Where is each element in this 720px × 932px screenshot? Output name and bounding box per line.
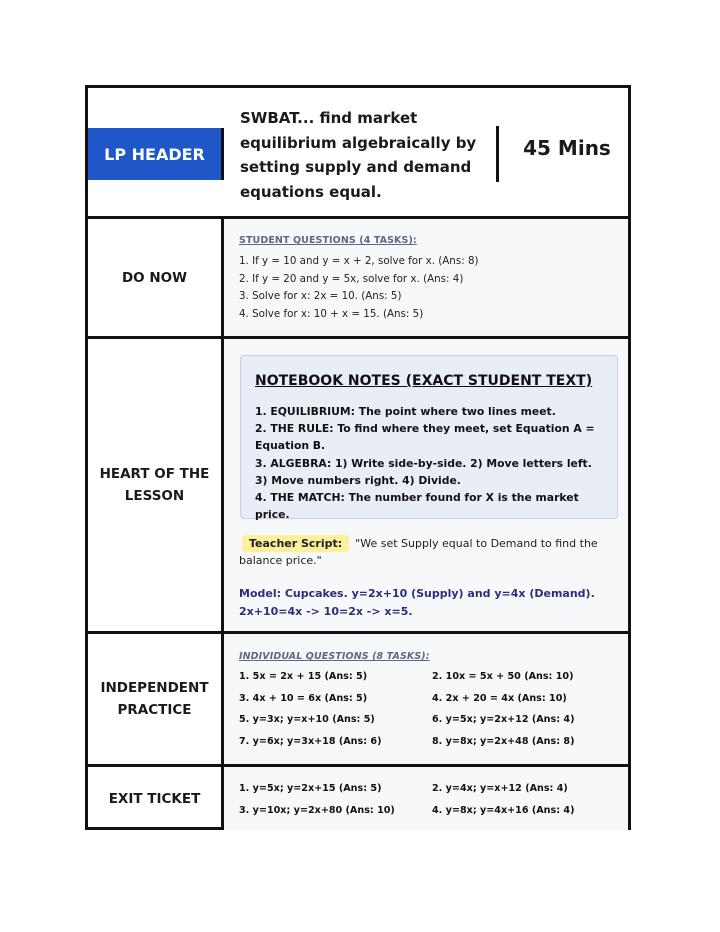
heart-of-lesson-label: HEART OF THE LESSON xyxy=(88,339,224,631)
list-item: 2. THE RULE: To find where they meet, set Equation A = Equation B. xyxy=(255,422,595,453)
list-item: 1. 5x = 2x + 15 (Ans: 5) xyxy=(239,671,368,682)
list-item: 3. 4x + 10 = 6x (Ans: 5) xyxy=(239,693,368,704)
list-item: 3. y=10x; y=2x+80 (Ans: 10) xyxy=(239,805,395,816)
list-item: 5. y=3x; y=x+10 (Ans: 5) xyxy=(239,714,375,725)
notebook-notes-list xyxy=(255,403,605,523)
list-item: 1. EQUILIBRIUM: The point where two lines meet. xyxy=(255,405,556,418)
lesson-plan-sheet xyxy=(85,85,631,830)
lesson-objective: SWBAT... find market equilibrium algebraically by setting supply and demand equations equal. xyxy=(240,109,477,201)
list-item: 3. ALGEBRA: 1) Write side-by-side. 2) Move letters left. 3) Move numbers right. 4) Divide. xyxy=(255,456,592,487)
notebook-notes-title: NOTEBOOK NOTES (EXACT STUDENT TEXT) xyxy=(255,373,593,389)
teacher-script-label: Teacher Script: xyxy=(242,535,349,552)
list-item: 4. Solve for x: 10 + x = 15. (Ans: 5) xyxy=(239,307,424,320)
list-item: 2. y=4x; y=x+12 (Ans: 4) xyxy=(432,783,568,794)
list-item: 7. y=6x; y=3x+18 (Ans: 6) xyxy=(239,736,382,747)
teacher-script-text: "We set Supply equal to Demand to find the balance price." xyxy=(239,537,598,567)
list-item: 8. y=8x; y=2x+48 (Ans: 8) xyxy=(432,736,575,747)
list-item: 3. Solve for x: 2x = 10. (Ans: 5) xyxy=(239,290,402,302)
do-now-row xyxy=(88,219,628,339)
list-item: 4. 2x + 20 = 4x (Ans: 10) xyxy=(432,693,567,704)
exit-ticket-row xyxy=(88,767,628,830)
heart-of-lesson-row xyxy=(88,339,628,634)
header-left xyxy=(88,88,224,216)
exit-ticket-body xyxy=(224,767,628,830)
lesson-duration: 45 Mins xyxy=(523,136,611,160)
list-item: 4. THE MATCH: The number found for X is the market price. xyxy=(255,491,579,522)
header-divider xyxy=(496,126,499,182)
individual-questions-heading: INDIVIDUAL QUESTIONS (8 TASKS): xyxy=(239,651,430,662)
list-item: 1. y=5x; y=2x+15 (Ans: 5) xyxy=(239,783,382,794)
do-now-list xyxy=(239,253,479,323)
list-item: 4. y=8x; y=4x+16 (Ans: 4) xyxy=(432,805,575,816)
header-row xyxy=(88,88,628,219)
list-item: 2. 10x = 5x + 50 (Ans: 10) xyxy=(432,671,574,682)
lp-header-badge: LP HEADER xyxy=(88,128,224,180)
heart-of-lesson-body xyxy=(224,339,628,631)
list-item: 1. If y = 10 and y = x + 2, solve for x. (Ans: 8) xyxy=(239,255,479,267)
independent-practice-row xyxy=(88,634,628,767)
independent-practice-label: INDEPENDENT PRACTICE xyxy=(88,634,224,764)
notebook-notes-box xyxy=(240,355,618,522)
list-item: 2. If y = 20 and y = 5x, solve for x. (Ans: 4) xyxy=(239,272,464,285)
model-example: Model: Cupcakes. y=2x+10 (Supply) and y=4x (Demand). 2x+10=4x -> 10=2x -> x=5. xyxy=(239,587,595,618)
independent-practice-body xyxy=(224,634,628,764)
list-item: 6. y=5x; y=2x+12 (Ans: 4) xyxy=(432,714,575,725)
teacher-script xyxy=(239,535,619,569)
student-questions-heading: STUDENT QUESTIONS (4 TASKS): xyxy=(239,235,417,246)
do-now-body xyxy=(224,219,628,336)
do-now-label: DO NOW xyxy=(88,219,224,336)
exit-ticket-label: EXIT TICKET xyxy=(88,767,224,830)
